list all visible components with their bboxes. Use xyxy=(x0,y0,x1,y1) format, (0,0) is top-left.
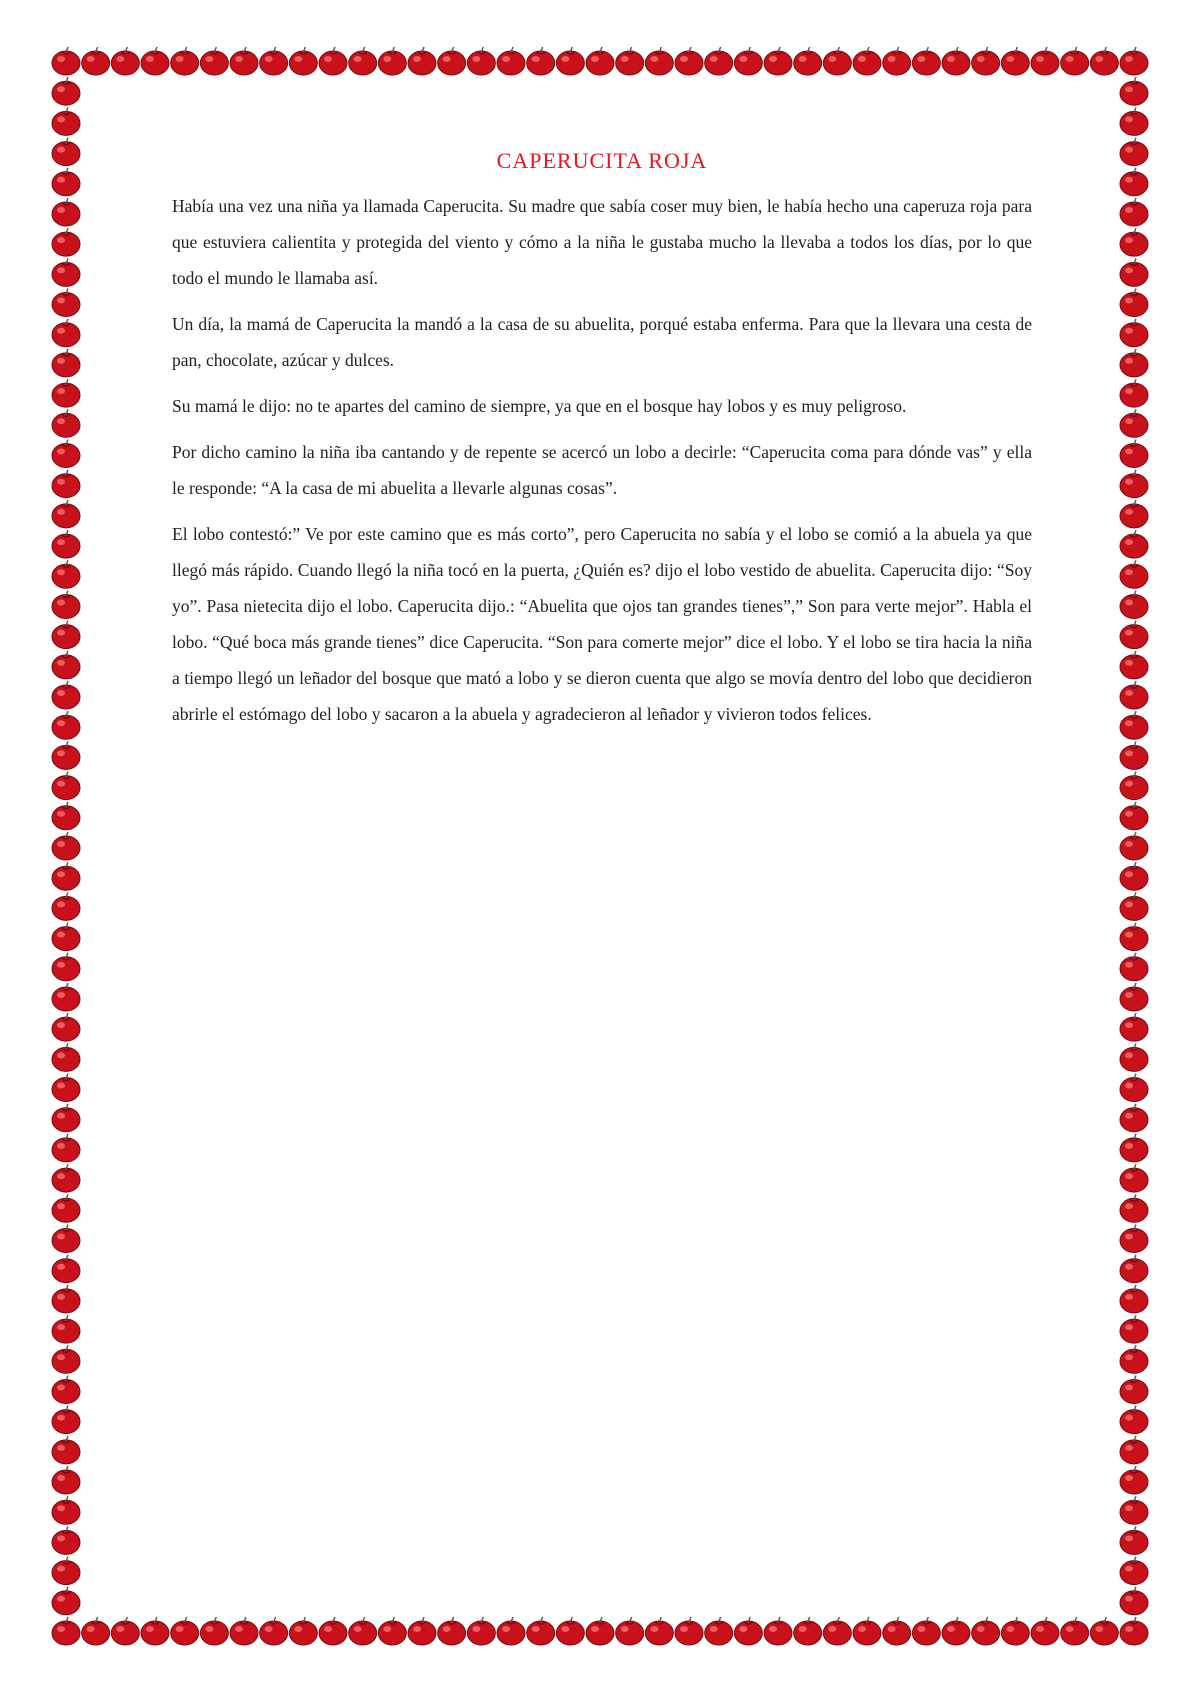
red-apple-icon xyxy=(616,47,644,75)
red-apple-icon xyxy=(794,47,822,75)
red-apple-icon xyxy=(764,1617,792,1645)
red-apple-icon xyxy=(1120,470,1148,498)
red-apple-icon xyxy=(734,1617,762,1645)
red-apple-icon xyxy=(52,1134,80,1162)
red-apple-icon xyxy=(52,923,80,951)
red-apple-icon xyxy=(1120,1526,1148,1554)
red-apple-icon xyxy=(171,47,199,75)
red-apple-icon xyxy=(52,107,80,135)
red-apple-icon xyxy=(52,198,80,226)
paragraph-1: Había una vez una niña ya llamada Caperucita. Su madre que sabía coser muy bien, le había hecho una caperuza roja para que estuviera calientita y protegida del viento y cómo a la niña le gustaba mucho la llevaba a todos los días, por lo que todo el mundo le llamaba así. xyxy=(172,196,1032,288)
red-apple-icon xyxy=(52,168,80,196)
red-apple-icon xyxy=(764,47,792,75)
red-apple-icon xyxy=(289,1617,317,1645)
red-apple-icon xyxy=(52,1496,80,1524)
paragraph-3: Su mamá le dijo: no te apartes del camino de siempre, ya que en el bosque hay lobos y es muy peligroso. xyxy=(172,396,907,416)
red-apple-icon xyxy=(52,651,80,679)
red-apple-icon xyxy=(1090,47,1118,75)
red-apple-icon xyxy=(52,1526,80,1554)
red-apple-icon xyxy=(1120,1557,1148,1585)
red-apple-icon xyxy=(1120,1043,1148,1071)
red-apple-icon xyxy=(1120,1406,1148,1434)
red-apple-icon xyxy=(52,560,80,588)
red-apple-icon xyxy=(52,741,80,769)
red-apple-icon xyxy=(52,1043,80,1071)
red-apple-icon xyxy=(1120,1345,1148,1373)
red-apple-icon xyxy=(1120,289,1148,317)
red-apple-icon xyxy=(675,47,703,75)
red-apple-icon xyxy=(467,47,495,75)
red-apple-icon xyxy=(467,1617,495,1645)
red-apple-icon xyxy=(1120,168,1148,196)
red-apple-icon xyxy=(289,47,317,75)
red-apple-icon xyxy=(1120,832,1148,860)
red-apple-icon xyxy=(52,409,80,437)
red-apple-icon xyxy=(972,1617,1000,1645)
red-apple-icon xyxy=(1120,198,1148,226)
red-apple-icon xyxy=(1120,1225,1148,1253)
red-apple-icon xyxy=(52,983,80,1011)
red-apple-icon xyxy=(52,470,80,498)
red-apple-icon xyxy=(52,500,80,528)
red-apple-icon xyxy=(1120,1587,1148,1615)
red-apple-icon xyxy=(349,1617,377,1645)
red-apple-icon xyxy=(645,47,673,75)
red-apple-icon xyxy=(1120,711,1148,739)
red-apple-icon xyxy=(52,862,80,890)
red-apple-icon xyxy=(1120,621,1148,649)
red-apple-icon xyxy=(52,1285,80,1313)
red-apple-icon xyxy=(52,1074,80,1102)
red-apple-icon xyxy=(52,621,80,649)
red-apple-icon xyxy=(141,1617,169,1645)
red-apple-icon xyxy=(52,349,80,377)
paragraph-2: Un día, la mamá de Caperucita la mandó a la casa de su abuelita, porqué estaba enferma. Para que la llevara una cesta de pan, chocolate, azúcar y dulces. xyxy=(172,314,1032,370)
red-apple-icon xyxy=(1120,1466,1148,1494)
red-apple-icon xyxy=(52,138,80,166)
red-apple-icon xyxy=(1120,409,1148,437)
red-apple-icon xyxy=(1120,1436,1148,1464)
red-apple-icon xyxy=(1120,138,1148,166)
red-apple-icon xyxy=(853,47,881,75)
red-apple-icon xyxy=(230,47,258,75)
red-apple-icon xyxy=(1031,1617,1059,1645)
red-apple-icon xyxy=(675,1617,703,1645)
red-apple-icon xyxy=(52,1436,80,1464)
red-apple-icon xyxy=(794,1617,822,1645)
red-apple-icon xyxy=(1120,1315,1148,1343)
red-apple-icon xyxy=(52,1104,80,1132)
red-apple-icon xyxy=(52,711,80,739)
red-apple-icon xyxy=(1120,258,1148,286)
red-apple-icon xyxy=(52,1557,80,1585)
red-apple-icon xyxy=(1120,1285,1148,1313)
red-apple-icon xyxy=(1120,440,1148,468)
red-apple-icon xyxy=(1120,590,1148,618)
red-apple-icon xyxy=(912,1617,940,1645)
red-apple-icon xyxy=(82,47,110,75)
red-apple-icon xyxy=(52,892,80,920)
red-apple-icon xyxy=(1120,500,1148,528)
red-apple-icon xyxy=(823,47,851,75)
red-apple-icon xyxy=(1120,77,1148,105)
red-apple-icon xyxy=(586,47,614,75)
red-apple-icon xyxy=(52,1587,80,1615)
red-apple-icon xyxy=(1120,228,1148,256)
red-apple-icon xyxy=(616,1617,644,1645)
red-apple-icon xyxy=(200,1617,228,1645)
red-apple-icon xyxy=(497,1617,525,1645)
red-apple-icon xyxy=(52,681,80,709)
red-apple-icon xyxy=(52,1375,80,1403)
red-apple-icon xyxy=(171,1617,199,1645)
red-apple-icon xyxy=(52,1345,80,1373)
red-apple-icon xyxy=(1061,1617,1089,1645)
red-apple-icon xyxy=(52,440,80,468)
document-title: CAPERUCITA ROJA xyxy=(496,148,708,173)
red-apple-icon xyxy=(497,47,525,75)
red-apple-icon xyxy=(1120,681,1148,709)
red-apple-icon xyxy=(705,47,733,75)
red-apple-icon xyxy=(1090,1617,1118,1645)
red-apple-icon xyxy=(52,379,80,407)
red-apple-icon xyxy=(52,228,80,256)
red-apple-icon xyxy=(1031,47,1059,75)
paragraph-4: Por dicho camino la niña iba cantando y de repente se acercó un lobo a decirle: “Caperucita coma para dónde vas” y ella le responde: “A la casa de mi abuelita a llevarle algunas cosas”. xyxy=(172,442,1032,498)
red-apple-icon xyxy=(52,1013,80,1041)
red-apple-icon xyxy=(1120,1074,1148,1102)
red-apple-icon xyxy=(52,1225,80,1253)
red-apple-icon xyxy=(1120,923,1148,951)
red-apple-icon xyxy=(52,289,80,317)
red-apple-icon xyxy=(853,1617,881,1645)
red-apple-icon xyxy=(1120,741,1148,769)
red-apple-icon xyxy=(230,1617,258,1645)
red-apple-icon xyxy=(52,832,80,860)
red-apple-icon xyxy=(52,953,80,981)
red-apple-icon xyxy=(823,1617,851,1645)
red-apple-icon xyxy=(1120,651,1148,679)
red-apple-icon xyxy=(141,47,169,75)
red-apple-icon xyxy=(1120,530,1148,558)
red-apple-icon xyxy=(912,47,940,75)
red-apple-icon xyxy=(1120,1194,1148,1222)
red-apple-icon xyxy=(942,1617,970,1645)
red-apple-icon xyxy=(645,1617,673,1645)
red-apple-icon xyxy=(52,530,80,558)
red-apple-icon xyxy=(52,1466,80,1494)
red-apple-icon xyxy=(1061,47,1089,75)
red-apple-icon xyxy=(52,77,80,105)
red-apple-icon xyxy=(52,47,80,75)
red-apple-icon xyxy=(1120,802,1148,830)
red-apple-icon xyxy=(1120,983,1148,1011)
red-apple-icon xyxy=(705,1617,733,1645)
red-apple-icon xyxy=(111,1617,139,1645)
red-apple-icon xyxy=(527,47,555,75)
red-apple-icon xyxy=(349,47,377,75)
red-apple-icon xyxy=(52,1194,80,1222)
red-apple-icon xyxy=(52,258,80,286)
red-apple-icon xyxy=(408,1617,436,1645)
red-apple-icon xyxy=(52,319,80,347)
red-apple-icon xyxy=(1120,1375,1148,1403)
red-apple-icon xyxy=(1120,560,1148,588)
red-apple-icon xyxy=(1120,892,1148,920)
red-apple-icon xyxy=(52,1255,80,1283)
red-apple-icon xyxy=(1120,1104,1148,1132)
red-apple-icon xyxy=(52,590,80,618)
red-apple-icon xyxy=(586,1617,614,1645)
red-apple-icon xyxy=(438,47,466,75)
red-apple-icon xyxy=(378,1617,406,1645)
red-apple-icon xyxy=(972,47,1000,75)
red-apple-icon xyxy=(1120,1496,1148,1524)
red-apple-icon xyxy=(1120,1255,1148,1283)
paragraph-5: El lobo contestó:” Ve por este camino que es más corto”, pero Caperucita no sabía y el lobo se comió a la abuela ya que llegó más rápido. Cuando llegó la niña tocó en la puerta, ¿Quién es? dijo el lobo vestido de abuelita. Caperucita dijo: “Soy yo”. Pasa nietecita dijo el lobo. Caperucita dijo.: “Abuelita que ojos tan grandes tienes”,” Son para verte mejor”. Habla el lobo. “Qué boca más grande tienes” dice Caperucita. “Son para comerte mejor” dice el lobo. Y el lobo se tira hacia la niña a tiempo llegó un leñador del bosque que mató a lobo y se dieron cuenta que algo se movía dentro del lobo que decidieron abrirle el estómago del lobo y sacaron a la abuela y agradecieron al leñador y vivieron todos felices. xyxy=(172,524,1032,724)
red-apple-icon xyxy=(883,47,911,75)
red-apple-icon xyxy=(556,47,584,75)
red-apple-icon xyxy=(260,47,288,75)
red-apple-icon xyxy=(378,47,406,75)
red-apple-icon xyxy=(1001,1617,1029,1645)
red-apple-icon xyxy=(1120,47,1148,75)
red-apple-icon xyxy=(319,1617,347,1645)
red-apple-icon xyxy=(408,47,436,75)
red-apple-icon xyxy=(942,47,970,75)
red-apple-icon xyxy=(1120,1134,1148,1162)
red-apple-icon xyxy=(527,1617,555,1645)
document-body xyxy=(172,148,1032,742)
red-apple-icon xyxy=(52,1617,80,1645)
red-apple-icon xyxy=(1120,1013,1148,1041)
red-apple-icon xyxy=(111,47,139,75)
red-apple-icon xyxy=(52,772,80,800)
red-apple-icon xyxy=(1120,107,1148,135)
red-apple-icon xyxy=(734,47,762,75)
red-apple-icon xyxy=(200,47,228,75)
red-apple-icon xyxy=(556,1617,584,1645)
red-apple-icon xyxy=(319,47,347,75)
red-apple-icon xyxy=(1120,319,1148,347)
red-apple-icon xyxy=(52,1406,80,1434)
red-apple-icon xyxy=(1001,47,1029,75)
red-apple-icon xyxy=(1120,349,1148,377)
red-apple-icon xyxy=(260,1617,288,1645)
red-apple-icon xyxy=(1120,772,1148,800)
red-apple-icon xyxy=(82,1617,110,1645)
red-apple-icon xyxy=(1120,953,1148,981)
red-apple-icon xyxy=(52,1315,80,1343)
red-apple-icon xyxy=(1120,862,1148,890)
red-apple-icon xyxy=(1120,379,1148,407)
red-apple-icon xyxy=(1120,1617,1148,1645)
red-apple-icon xyxy=(1120,1164,1148,1192)
red-apple-icon xyxy=(883,1617,911,1645)
red-apple-icon xyxy=(52,1164,80,1192)
red-apple-icon xyxy=(438,1617,466,1645)
red-apple-icon xyxy=(52,802,80,830)
